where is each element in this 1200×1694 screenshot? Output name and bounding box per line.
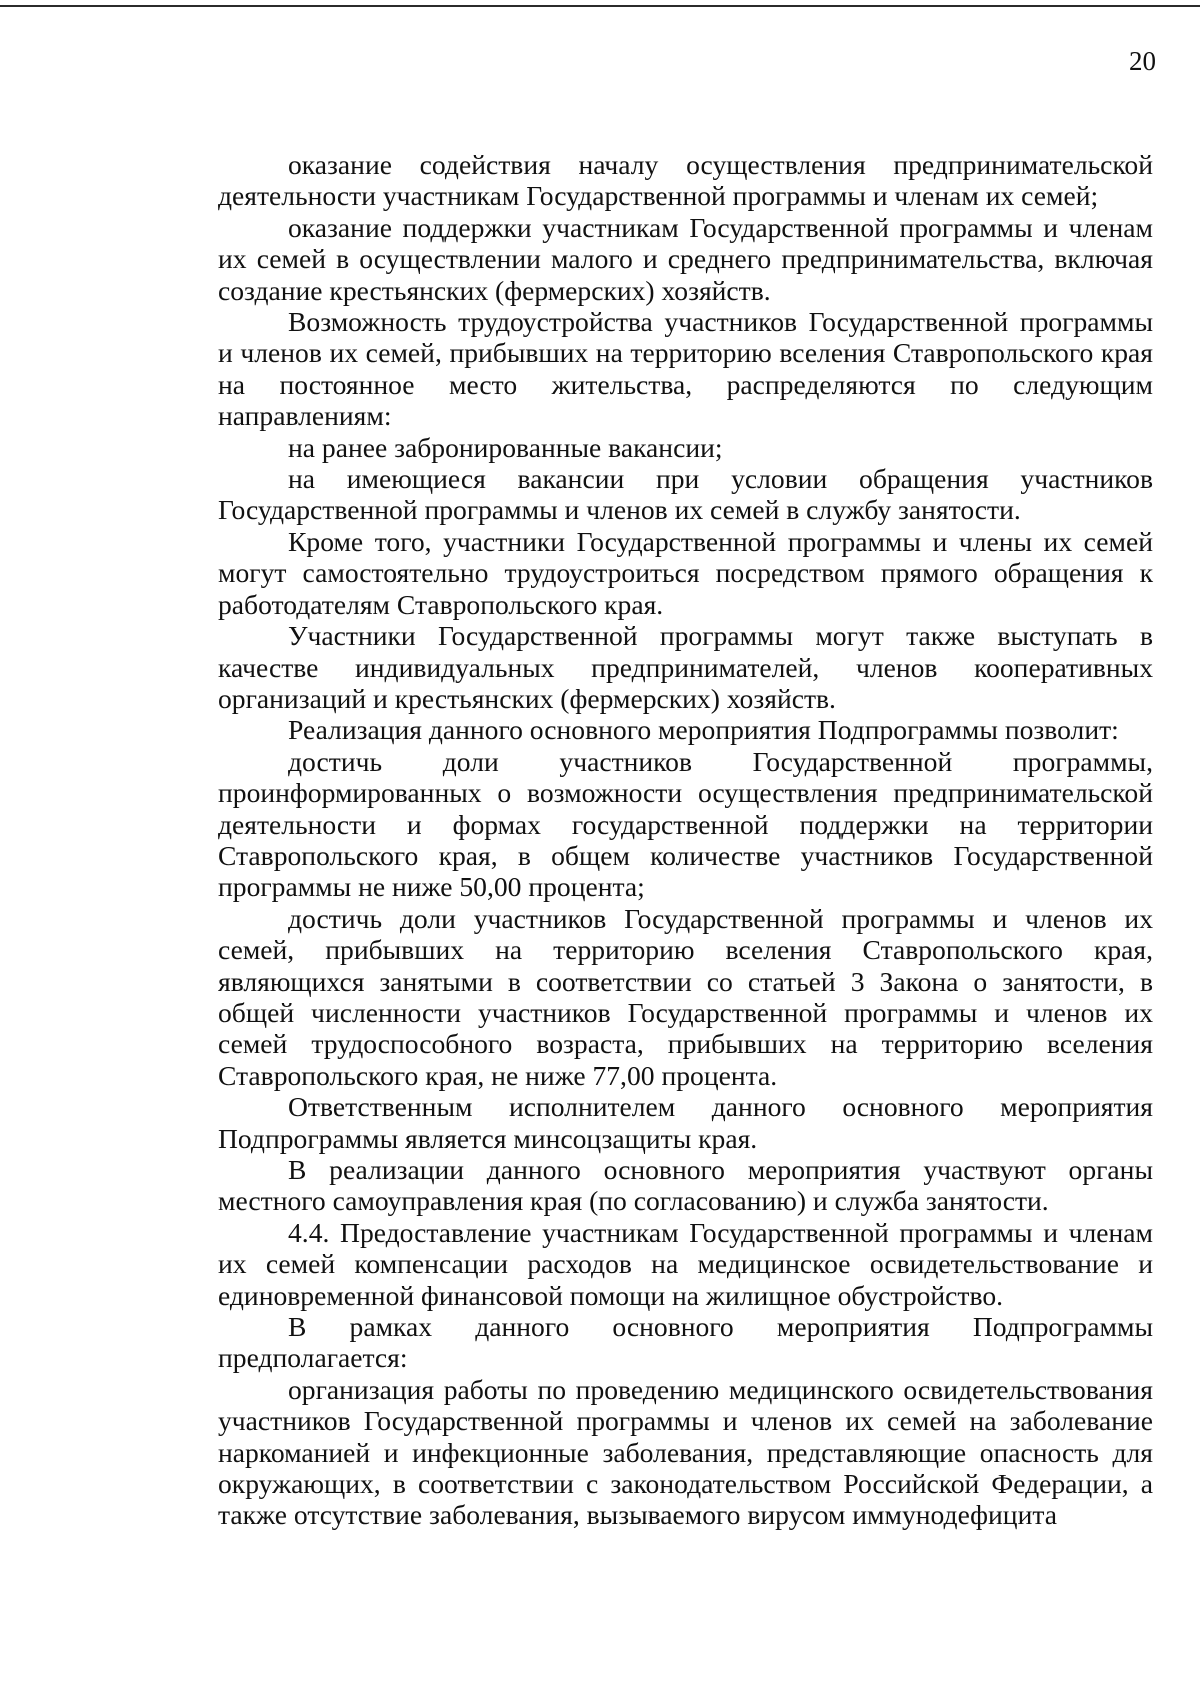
paragraph-medical-examination: организация работы по проведению медицинского освидетельствования участников Государственной программы и членов их семей на заболевание наркоманией и инфекционные заболевания, представляющие опасность для окружающих, в соответствии с законодательством Российской Федерации, а также отсутствие заболевания, вызываемого вирусом иммунодефицита	[218, 1373, 1153, 1531]
paragraph-participants: В реализации данного основного мероприятия участвуют органы местного самоуправления края (по согласованию) и служба занятости.	[218, 1154, 1153, 1217]
paragraph-reserved-vacancies: на ранее забронированные вакансии;	[288, 431, 723, 463]
paragraph-self-employment: Кроме того, участники Государственной программы и члены их семей могут самостоятельно трудоустроиться посредством прямого обращения к работодателям Ставропольского края.	[218, 525, 1153, 620]
paragraph-implementation-allows: Реализация данного основного мероприятия Подпрограммы позволит:	[288, 714, 1119, 746]
paragraph-existing-vacancies: на имеющиеся вакансии при условии обращения участников Государственной программы и членов их семей в службу занятости.	[218, 463, 1153, 526]
document-body	[218, 149, 1153, 1531]
paragraph-target-employed-share: достичь доли участников Государственной программы и членов их семей, прибывших на территорию вселения Ставропольского края, являющихся занятыми в соответствии со статьей 3 Закона о занятости, в общей численности участников Государственной программы и членов их семей трудоспособного возраста, прибывших на территорию вселения Ставропольского края, не ниже 77,00 процента.	[218, 902, 1153, 1091]
paragraph-entrepreneurs: Участники Государственной программы могут также выступать в качестве индивидуальных предпринимателей, членов кооперативных организаций и крестьянских (фермерских) хозяйств.	[218, 620, 1153, 714]
paragraph-business-support: оказание поддержки участникам Государственной программы и членам их семей в осуществлении малого и среднего предпринимательства, включая создание крестьянских (фермерских) хозяйств.	[218, 211, 1153, 306]
paragraph-responsible-executor: Ответственным исполнителем данного основного мероприятия Подпрограммы является минсоцзащиты края.	[218, 1091, 1153, 1154]
paragraph-entrepreneurship-start: оказание содействия началу осуществления предпринимательской деятельности участникам Государственной программы и членам их семей;	[218, 149, 1153, 212]
paragraph-target-informed-share: достичь доли участников Государственной программы, проинформированных о возможности осуществления предпринимательской деятельности и формах государственной поддержки на территории Ставропольского края, в общем количестве участников Государственной программы не ниже 50,00 процента;	[218, 745, 1153, 903]
paragraph-framework: В рамках данного основного мероприятия Подпрограммы предполагается:	[218, 1311, 1153, 1374]
section-heading-4-4: 4.4. Предоставление участникам Государственной программы и членам их семей компенсации расходов на медицинское освидетельствование и единовременной финансовой помощи на жилищное обустройство.	[218, 1216, 1153, 1311]
paragraph-employment-directions: Возможность трудоустройства участников Государственной программы и членов их семей, прибывших на территорию вселения Ставропольского края на постоянное место жительства, распределяются по следующим направлениям:	[218, 306, 1153, 432]
top-border-line	[0, 5, 1200, 7]
page-number: 20	[1129, 46, 1156, 76]
